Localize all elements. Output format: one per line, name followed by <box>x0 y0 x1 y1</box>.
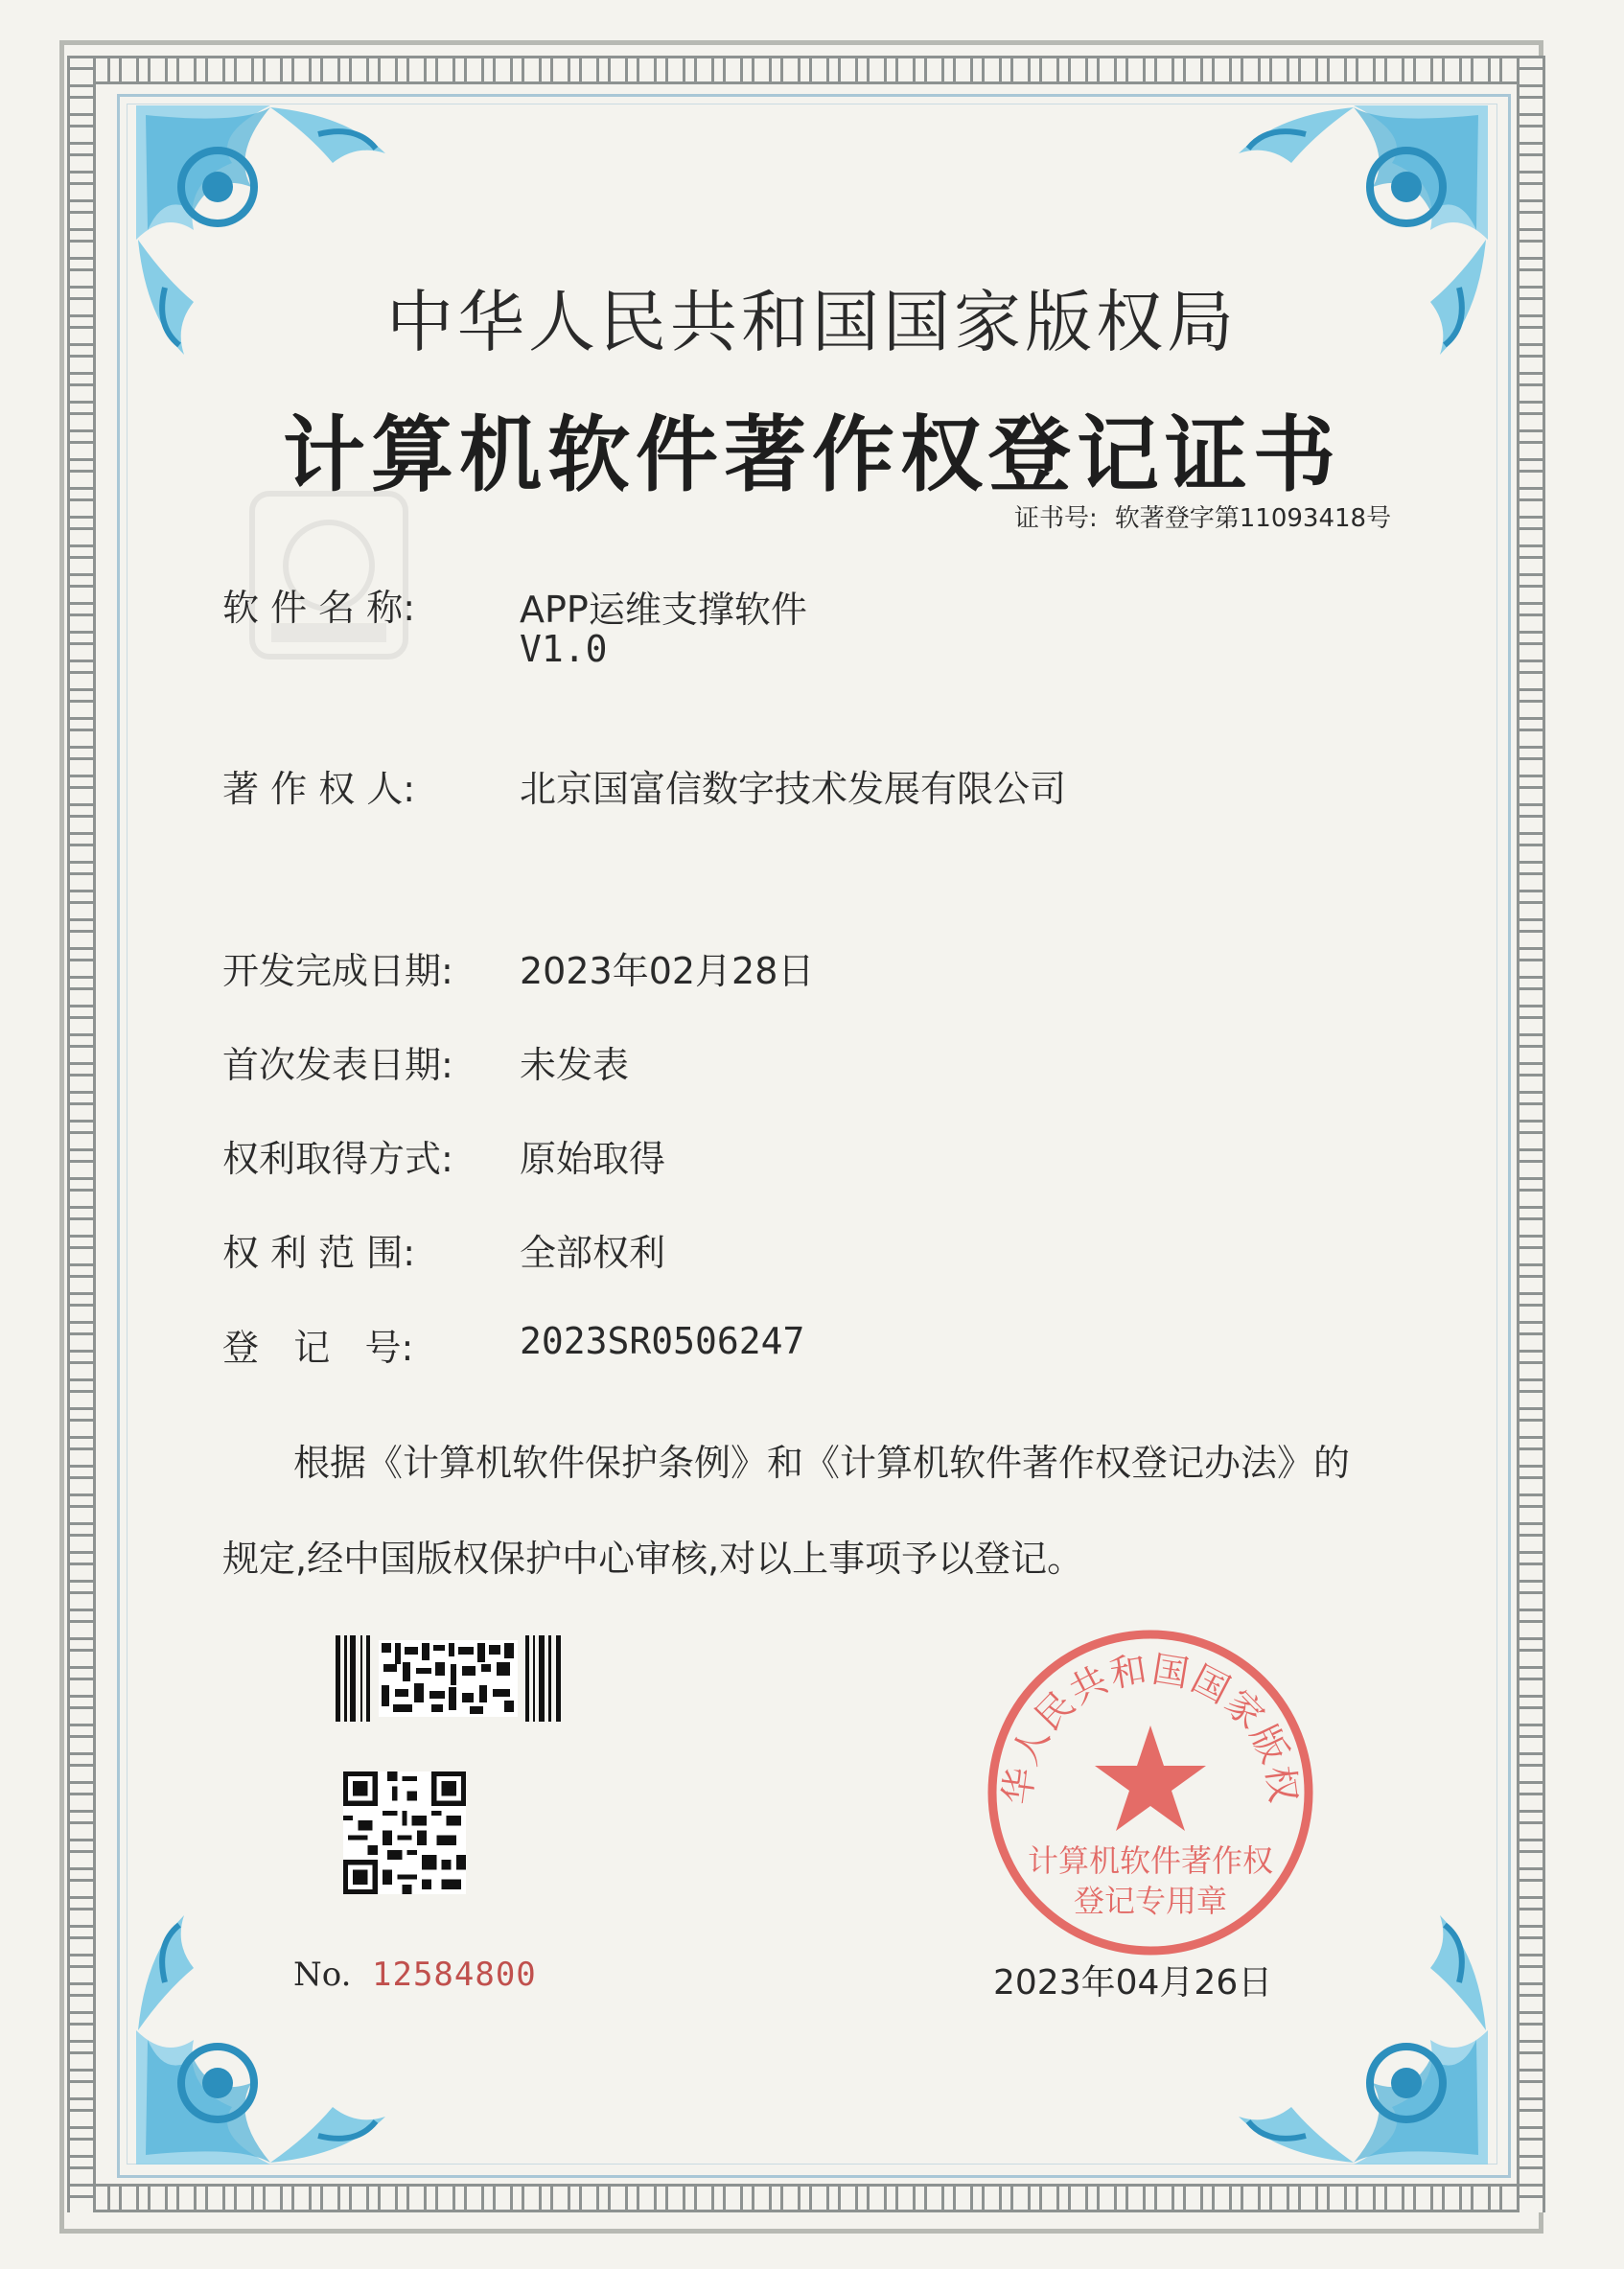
completion-date-value: 2023年02月28日 <box>520 950 815 992</box>
scope-value: 全部权利 <box>520 1232 666 1274</box>
issue-date: 2023年04月26日 <box>993 1963 1273 2003</box>
official-seal <box>978 1620 1323 1965</box>
acquire-method-value: 原始取得 <box>520 1138 666 1180</box>
qr-code <box>343 1771 466 1894</box>
certificate-title: 计算机软件著作权登记证书 <box>283 407 1341 503</box>
acquire-method-label: 权利取得方式: <box>222 1138 453 1180</box>
statement-line-1: 根据《计算机软件保护条例》和《计算机软件著作权登记办法》的 <box>293 1442 1351 1484</box>
certificate-number-value: 软著登字第11093418号 <box>1114 504 1392 533</box>
watermark-emblem <box>247 489 410 661</box>
publish-date-label: 首次发表日期: <box>222 1044 453 1086</box>
seal-inner-line-2: 登记专用章 <box>1073 1883 1228 1919</box>
registration-number-value: 2023SR0506247 <box>520 1320 805 1362</box>
owner-value: 北京国富信数字技术发展有限公司 <box>520 768 1067 810</box>
certificate-number-label: 证书号: <box>1014 504 1098 533</box>
barcode <box>336 1635 566 1722</box>
software-name-label: 软 件 名 称: <box>222 587 416 629</box>
certificate-number <box>1014 498 1408 534</box>
corner-ornament-bottom-left <box>127 1887 414 2174</box>
authority-title: 中华人民共和国国家版权局 <box>386 283 1238 361</box>
completion-date-label: 开发完成日期: <box>222 950 453 992</box>
seal-inner-line-1: 计算机软件著作权 <box>1027 1842 1274 1879</box>
scope-label: 权 利 范 围: <box>222 1232 416 1274</box>
software-name-value: APP运维支撑软件 <box>520 589 807 631</box>
seal-outer-text: 华人民共和国国家版权 <box>995 1647 1306 1807</box>
owner-label: 著 作 权 人: <box>222 768 416 810</box>
greek-key-border-top <box>79 56 1545 84</box>
greek-key-border-left <box>67 56 96 2212</box>
greek-key-border-right <box>1517 56 1545 2212</box>
software-version-value: V1.0 <box>520 628 608 670</box>
registration-number-label: 登 记 号: <box>222 1327 414 1369</box>
statement-line-2: 规定,经中国版权保护中心审核,对以上事项予以登记。 <box>222 1538 1084 1580</box>
serial-number-value: 12584800 <box>372 1956 537 1994</box>
greek-key-border-bottom <box>79 2184 1545 2212</box>
serial-number-label: No. <box>293 1956 352 1994</box>
publish-date-value: 未发表 <box>520 1044 630 1086</box>
